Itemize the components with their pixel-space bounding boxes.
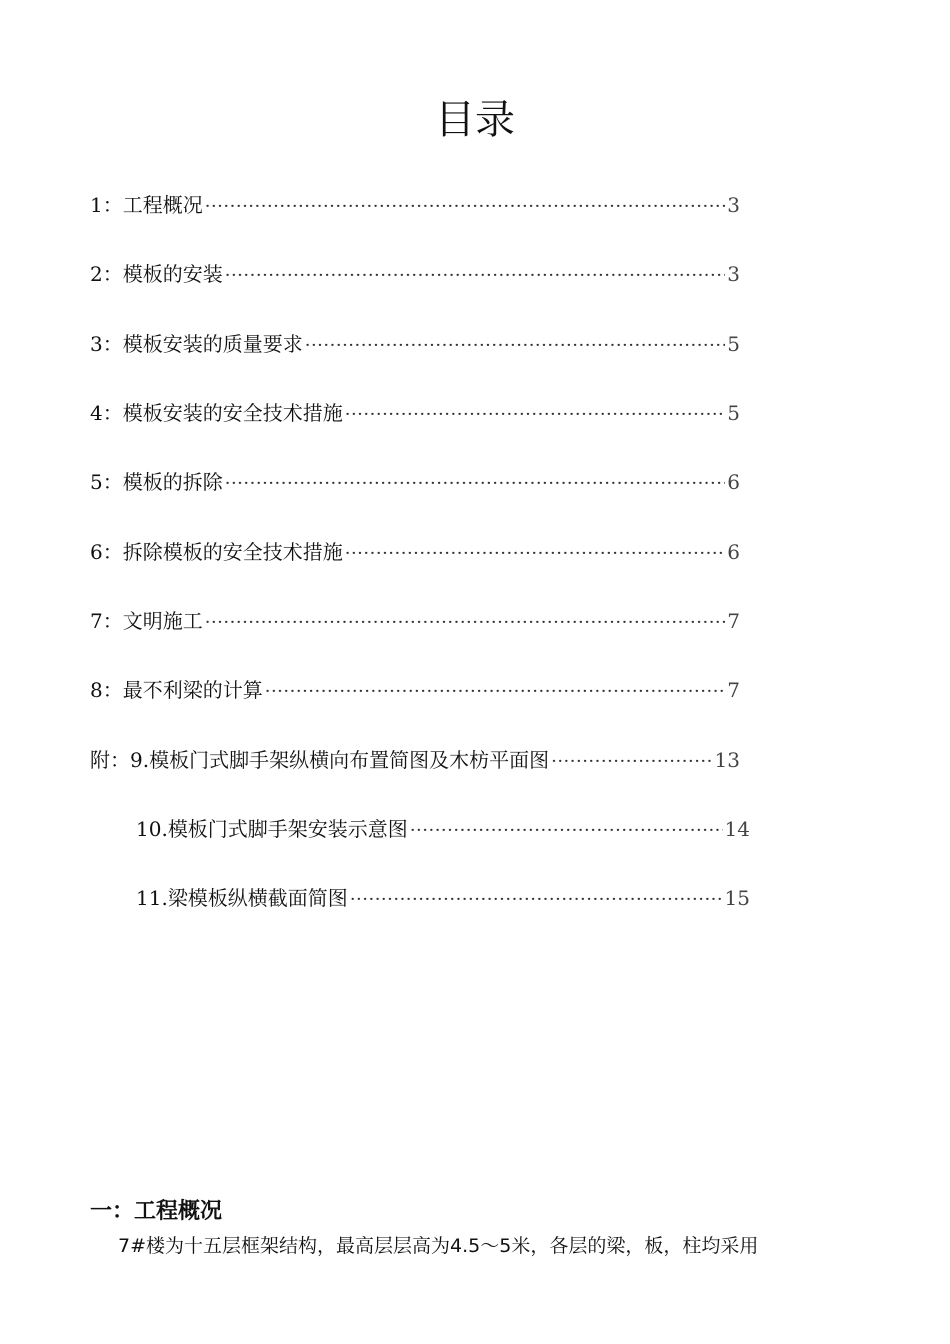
toc-item-page: 3 [727,262,740,286]
page-title: 目录 [435,97,515,143]
toc-item-label: 梁模板纵横截面简图 [167,886,348,910]
toc-leader-dots [551,748,712,776]
toc-item-page: 14 [724,817,750,841]
toc-item-11[interactable] [136,884,750,912]
toc-leader-dots [345,401,726,429]
toc-item-label: 模板安装的安全技术措施 [122,401,343,425]
toc-item-page: 7 [727,609,740,633]
toc-item-8[interactable] [90,676,740,704]
toc-item-label: 文明施工 [122,609,203,633]
toc-item-label: 模板的安装 [122,262,223,286]
toc-item-number: 11. [136,886,168,910]
toc-item-label: 最不利梁的计算 [122,678,263,702]
toc-item-number: 附：9. [90,748,150,772]
toc-item-number: 4： [90,401,123,425]
toc-leader-dots [205,609,726,637]
toc-item-10[interactable] [136,815,750,843]
toc-item-label: 模板门式脚手架安装示意图 [167,817,408,841]
toc-item-label: 工程概况 [122,193,203,217]
toc-item-label: 模板门式脚手架纵横向布置简图及木枋平面图 [149,748,550,772]
toc-item-page: 7 [727,678,740,702]
toc-item-5[interactable] [90,468,740,496]
toc-leader-dots [305,332,726,360]
toc-leader-dots [225,470,726,498]
toc-item-number: 7： [90,609,123,633]
toc-item-number: 2： [90,262,123,286]
toc-leader-dots [350,886,723,914]
toc-leader-dots [205,193,726,221]
toc-item-page: 15 [724,886,750,910]
toc-item-number: 1： [90,193,123,217]
toc-item-page: 6 [727,470,740,494]
section-heading: 一：工程概况 [90,1199,223,1224]
toc-item-6[interactable] [90,538,740,566]
toc-leader-dots [410,817,723,845]
toc-item-2[interactable] [90,260,740,288]
toc-item-9[interactable] [90,746,740,774]
toc-item-1[interactable] [90,191,740,219]
toc-item-number: 8： [90,678,123,702]
toc-leader-dots [225,262,726,290]
toc-item-page: 6 [727,540,740,564]
toc-item-page: 5 [727,401,740,425]
toc-item-number: 5： [90,470,123,494]
toc-item-page: 13 [714,748,740,772]
toc-item-number: 6： [90,540,123,564]
toc-item-7[interactable] [90,607,740,635]
toc-leader-dots [345,540,726,568]
section-paragraph: 7#楼为十五层框架结构，最高层层高为4.5～5米，各层的梁，板，柱均采用 [118,1235,759,1257]
toc-item-label: 模板安装的质量要求 [122,332,303,356]
toc-item-4[interactable] [90,399,740,427]
toc-item-label: 拆除模板的安全技术措施 [122,540,343,564]
toc-item-number: 10. [136,817,168,841]
toc-item-3[interactable] [90,330,740,358]
toc-item-label: 模板的拆除 [122,470,223,494]
toc-item-page: 3 [727,193,740,217]
toc-item-page: 5 [727,332,740,356]
toc-leader-dots [265,678,726,706]
toc-item-number: 3： [90,332,123,356]
